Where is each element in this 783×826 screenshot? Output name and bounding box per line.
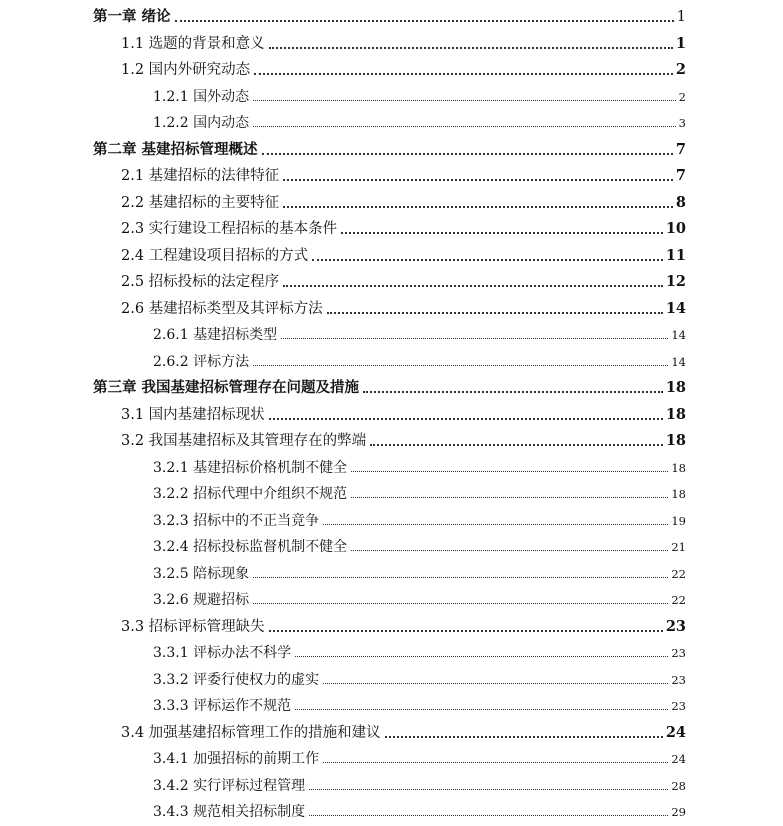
toc-entry-title: 3.2.2 招标代理中介组织不规范 [153, 486, 348, 502]
toc-entry [0, 293, 783, 319]
dot-leader [254, 73, 673, 75]
toc-entry [0, 28, 783, 54]
dot-leader [363, 391, 663, 393]
toc-entry [0, 319, 783, 345]
dot-leader [253, 126, 676, 127]
toc-entry [0, 452, 783, 478]
dot-leader [253, 100, 676, 101]
dot-leader [323, 762, 668, 763]
toc-entry [0, 1, 783, 27]
toc-entry-title: 2.3 实行建设工程招标的基本条件 [121, 221, 338, 237]
toc-entry-page-number: 14 [671, 328, 686, 342]
toc-entry-page-number: 29 [671, 805, 686, 819]
dot-leader [341, 232, 663, 234]
toc-entry-page-number: 7 [675, 167, 686, 184]
toc-entry-title: 3.3.3 评标运作不规范 [153, 698, 292, 714]
toc-entry-page-number: 28 [671, 778, 686, 793]
toc-entry [0, 187, 783, 213]
toc-entry-page-number: 11 [665, 246, 686, 264]
dot-leader [253, 603, 668, 604]
toc-entry-title: 3.4.3 规范相关招标制度 [153, 804, 306, 820]
toc-entry-page-number: 1 [676, 9, 686, 25]
toc-entry-title: 3.4.1 加强招标的前期工作 [153, 751, 320, 767]
toc-entry-title: 2.2 基建招标的主要特征 [121, 194, 280, 211]
toc-entry-title: 3.2.3 招标中的不正当竞争 [153, 512, 320, 529]
toc-entry [0, 266, 783, 292]
toc-entry-page-number: 21 [671, 540, 686, 554]
toc-entry-title: 2.5 招标投标的法定程序 [121, 274, 280, 290]
toc-entry-page-number: 14 [671, 354, 686, 369]
toc-entry [0, 690, 783, 716]
toc-entry [0, 372, 783, 398]
dot-leader [269, 418, 663, 420]
toc-entry-page-number: 23 [671, 672, 686, 687]
toc-entry [0, 240, 783, 266]
dot-leader [351, 497, 668, 498]
toc-entry-page-number: 8 [675, 193, 686, 211]
toc-entry-page-number: 12 [665, 273, 686, 290]
toc-entry [0, 558, 783, 584]
toc-entry [0, 346, 783, 372]
toc-entry [0, 796, 783, 822]
toc-entry [0, 505, 783, 531]
toc-entry [0, 584, 783, 610]
toc-entry [0, 54, 783, 80]
dot-leader [253, 577, 668, 578]
toc-entry-title: 2.1 基建招标的法律特征 [121, 168, 280, 184]
toc-entry-page-number: 19 [671, 513, 686, 528]
toc-entry [0, 107, 783, 133]
dot-leader [323, 524, 668, 525]
toc-entry-title: 2.6.1 基建招标类型 [153, 327, 278, 343]
dot-leader [327, 312, 663, 314]
dot-leader [295, 709, 668, 710]
dot-leader [269, 47, 673, 49]
toc-entry-title: 1.2.1 国外动态 [153, 88, 250, 105]
dot-leader [323, 683, 668, 684]
dot-leader [175, 20, 674, 22]
dot-leader [262, 153, 673, 155]
toc-entry-page-number: 22 [671, 566, 686, 581]
toc-entry-title: 第二章 基建招标管理概述 [93, 140, 258, 158]
toc-entry-title: 3.1 国内基建招标现状 [121, 406, 265, 423]
toc-entry-page-number: 18 [671, 460, 686, 475]
toc-entry-title: 3.4.2 实行评标过程管理 [153, 777, 306, 794]
toc-entry [0, 770, 783, 796]
dot-leader [283, 179, 673, 181]
toc-entry-title: 3.4 加强基建招标管理工作的措施和建议 [121, 724, 381, 741]
toc-entry-title: 2.4 工程建设项目招标的方式 [121, 247, 309, 264]
toc-entry [0, 743, 783, 769]
toc-entry-title: 2.6.2 评标方法 [153, 353, 250, 370]
toc-entry-page-number: 18 [671, 487, 686, 501]
dot-leader [309, 789, 668, 790]
toc-entry-page-number: 10 [665, 220, 686, 237]
toc-entry [0, 611, 783, 637]
toc-entry-page-number: 1 [675, 34, 686, 52]
toc-entry [0, 213, 783, 239]
toc-entry-page-number: 3 [678, 116, 686, 130]
toc-entry [0, 637, 783, 663]
toc-entry-title: 3.3.1 评标办法不科学 [153, 645, 292, 661]
toc-entry-title: 3.3.2 评委行使权力的虚实 [153, 671, 320, 688]
toc-entry-title: 3.2.1 基建招标价格机制不健全 [153, 459, 348, 476]
toc-entry-page-number: 23 [671, 646, 686, 660]
dot-leader [351, 550, 668, 551]
dot-leader [295, 656, 668, 657]
toc-entry [0, 478, 783, 504]
toc-entry [0, 399, 783, 425]
dot-leader [281, 338, 668, 339]
toc-entry-page-number: 18 [665, 432, 686, 449]
toc-entry-title: 2.6 基建招标类型及其评标方法 [121, 300, 323, 317]
dot-leader [385, 736, 663, 738]
dot-leader [312, 259, 663, 261]
toc-entry-page-number: 23 [671, 699, 686, 713]
toc-entry-title: 1.2 国内外研究动态 [121, 62, 251, 78]
toc-entry-page-number: 7 [675, 140, 686, 158]
toc-entry-page-number: 24 [665, 723, 686, 741]
dot-leader [370, 444, 663, 446]
dot-leader [283, 285, 663, 287]
toc-entry-title: 第三章 我国基建招标管理存在问题及措施 [93, 379, 360, 396]
toc-entry [0, 425, 783, 451]
toc-entry-title: 3.2.4 招标投标监督机制不健全 [153, 539, 348, 555]
toc-entry [0, 717, 783, 743]
toc-entry-page-number: 23 [665, 617, 686, 635]
dot-leader [269, 630, 663, 632]
dot-leader [351, 471, 668, 472]
toc-entry-page-number: 2 [675, 61, 686, 78]
toc-entry-title: 第一章 绪论 [93, 8, 171, 25]
dot-leader [253, 365, 668, 366]
dot-leader [283, 206, 673, 208]
toc-entry [0, 664, 783, 690]
toc-entry-title: 3.2 我国基建招标及其管理存在的弊端 [121, 433, 367, 449]
toc-entry-page-number: 22 [671, 593, 686, 607]
toc-entry-page-number: 18 [665, 379, 686, 396]
toc-entry-page-number: 24 [671, 752, 686, 766]
toc-entry [0, 160, 783, 186]
toc-entry-page-number: 2 [678, 89, 686, 104]
toc-entry [0, 134, 783, 160]
toc-entry-title: 1.1 选题的背景和意义 [121, 35, 265, 52]
toc-entry-title: 1.2.2 国内动态 [153, 115, 250, 131]
toc-entry-title: 3.2.5 陪标现象 [153, 565, 250, 582]
toc-entry-title: 3.3 招标评标管理缺失 [121, 618, 265, 635]
toc-entry [0, 531, 783, 557]
toc-entry-page-number: 14 [665, 299, 686, 317]
toc-entry-title: 3.2.6 规避招标 [153, 592, 250, 608]
toc-entry-page-number: 18 [665, 405, 686, 423]
toc-entry [0, 81, 783, 107]
dot-leader [309, 815, 668, 816]
